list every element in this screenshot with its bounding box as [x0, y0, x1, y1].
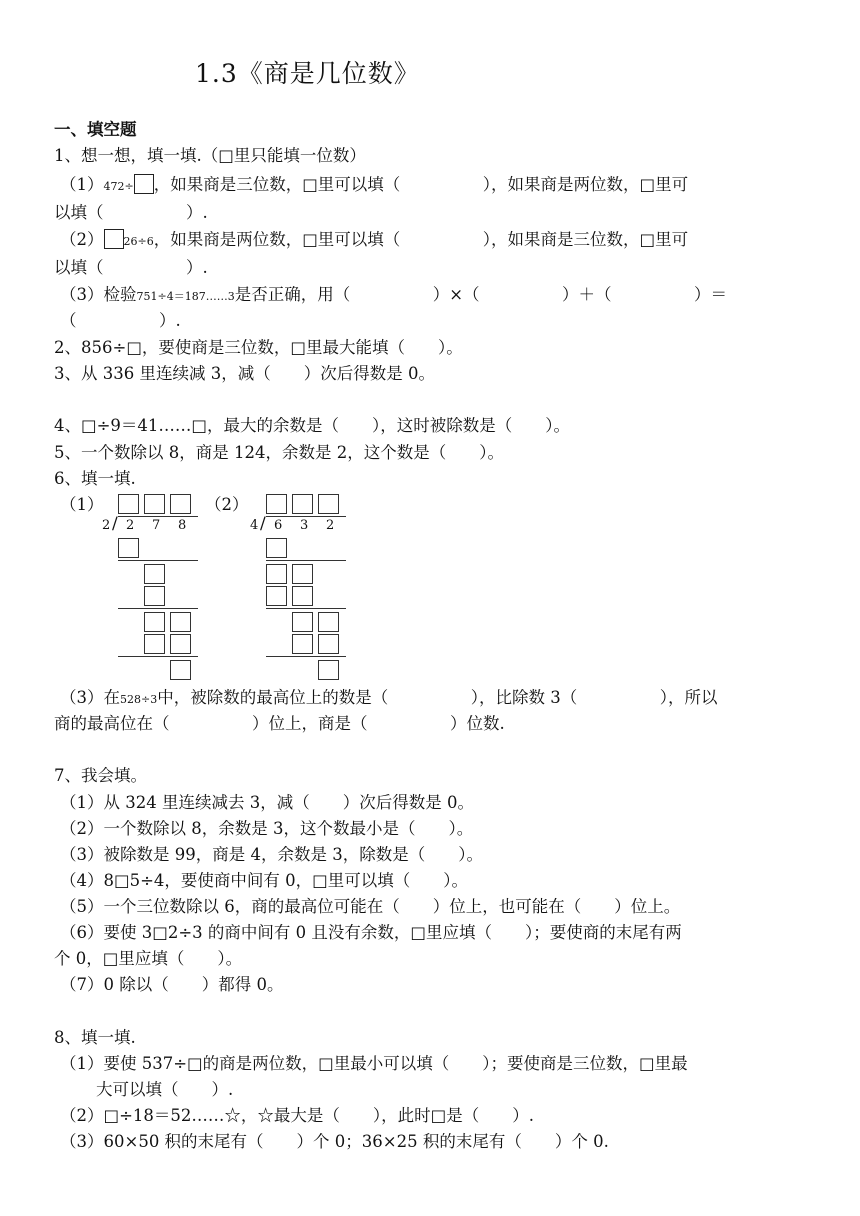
q6-part3-cont: 商的最高位在（ ）位上，商是（ ）位数.	[54, 714, 505, 733]
q2: 2、856÷□，要使商是三位数，□里最大能填（ ）。	[54, 338, 463, 357]
q7-item: （2）一个数除以 8，余数是 3，这个数最小是（ ）。	[60, 819, 474, 838]
dividend-digit: 3	[300, 518, 309, 533]
q7-item: （4）8□5÷4，要使商中间有 0，□里可以填（ ）。	[60, 871, 468, 890]
q7-item: （1）从 324 里连续减去 3，减（ ）次后得数是 0。	[60, 793, 474, 812]
q6-label2: （2）	[205, 495, 249, 514]
page-title: 1.3《商是几位数》	[195, 59, 420, 88]
long-division-1: 2 / 2 7 8	[100, 492, 210, 684]
dividend-digit: 2	[126, 518, 135, 533]
q4: 4、□÷9＝41……□，最大的余数是（ ），这时被除数是（ ）。	[54, 416, 570, 435]
q7-heading: 7、我会填。	[54, 766, 147, 785]
q1-part3-cont: （ ）.	[60, 311, 181, 330]
q7-item: （7）0 除以（ ）都得 0。	[60, 975, 284, 994]
section-heading: 一、填空题	[54, 120, 137, 139]
dividend-digit: 8	[178, 518, 187, 533]
q8-item: （1）要使 537÷□的商是两位数，□里最小可以填（ ）；要使商是三位数，□里最	[60, 1054, 688, 1073]
q6-heading: 6、填一填.	[54, 469, 136, 488]
q8-heading: 8、填一填.	[54, 1028, 136, 1047]
blank-box	[134, 174, 154, 194]
divisor: 2	[102, 518, 111, 533]
dividend-digit: 7	[152, 518, 161, 533]
blank-box	[104, 229, 124, 249]
long-division-2: 4 / 6 3 2	[248, 492, 358, 684]
q8-item: （3）60×50 积的末尾有（ ）个 0；36×25 积的末尾有（ ）个 0.	[60, 1132, 609, 1151]
q7-item: （6）要使 3□2÷3 的商中间有 0 且没有余数，□里应填（ ）；要使商的末尾有两	[60, 923, 682, 942]
q1-part1: （1）472÷ ，如果商是三位数，□里可以填（ ），如果商是两位数，□里可	[60, 175, 689, 194]
q1-part3: （3）检验751÷4＝187……3是否正确，用（ ）×（ ）＋（ ）＝	[60, 285, 728, 304]
q5: 5、一个数除以 8，商是 124，余数是 2，这个数是（ ）。	[54, 443, 504, 462]
q7-item: （5）一个三位数除以 6，商的最高位可能在（ ）位上，也可能在（ ）位上。	[60, 897, 681, 916]
divisor: 4	[250, 518, 259, 533]
q1-part2-cont: 以填（ ）.	[54, 258, 208, 277]
q8-item: （2）□÷18＝52……☆，☆最大是（ ），此时□是（ ）.	[60, 1106, 534, 1125]
q1-part1-cont: 以填（ ）.	[54, 203, 208, 222]
q7-item: （3）被除数是 99，商是 4，余数是 3，除数是（ ）。	[60, 845, 483, 864]
q7-item: 个 0，□里应填（ ）。	[54, 949, 243, 968]
dividend-digit: 2	[326, 518, 335, 533]
q3: 3、从 336 里连续减 3，减（ ）次后得数是 0。	[54, 364, 435, 383]
q6-label1: （1）	[60, 495, 104, 514]
q8-item: 大可以填（ ）.	[96, 1080, 234, 1099]
q1-part2: （2） 26÷6，如果商是两位数，□里可以填（ ），如果商是三位数，□里可	[60, 230, 689, 249]
q1-heading: 1、想一想，填一填.（□里只能填一位数）	[54, 146, 366, 165]
dividend-digit: 6	[274, 518, 283, 533]
q6-part3: （3）在528÷3中，被除数的最高位上的数是（ ），比除数 3（ ），所以	[60, 688, 718, 707]
